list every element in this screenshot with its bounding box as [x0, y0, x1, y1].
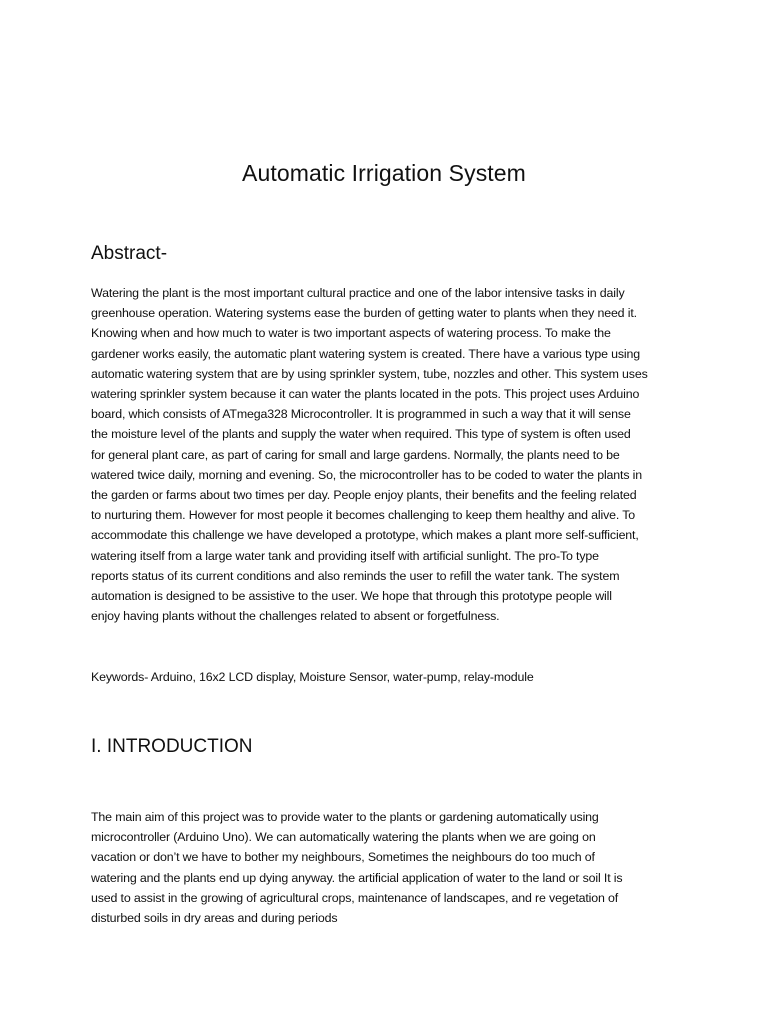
abstract-line: Knowing when and how much to water is two important aspects of watering process. To make the — [91, 326, 611, 341]
abstract-line: Watering the plant is the most important cultural practice and one of the labor intensive tasks in daily — [91, 286, 625, 300]
abstract-line: automatic watering system that are by using sprinkler system, tube, nozzles and other. This system uses — [91, 366, 648, 381]
abstract-line: the moisture level of the plants and supply the water when required. This type of system is often used — [91, 427, 631, 442]
introduction-line: disturbed soils in dry areas and during periods — [91, 911, 338, 926]
abstract-line: watered twice daily, morning and evening. So, the microcontroller has to be coded to water the plants in — [91, 467, 643, 482]
abstract-line: for general plant care, as part of caring for small and large gardens. Normally, the plants need to be — [91, 447, 620, 462]
introduction-line: The main aim of this project was to provide water to the plants or gardening automatically using — [91, 810, 599, 824]
abstract-line: greenhouse operation. Watering systems ease the burden of getting water to plants when they need it. — [91, 306, 637, 321]
introduction-line: used to assist in the growing of agricultural crops, maintenance of landscapes, and re vegetation of — [91, 890, 619, 905]
abstract-heading: Abstract- — [91, 243, 168, 264]
introduction-heading: I. INTRODUCTION — [91, 736, 253, 757]
abstract-line: board, which consists of ATmega328 Microcontroller. It is programmed in such a way that it will sense — [91, 407, 631, 422]
abstract-line: gardener works easily, the automatic plant watering system is created. There have a various type using — [91, 346, 640, 361]
abstract-paragraph — [91, 283, 687, 626]
introduction-line: vacation or don’t we have to bother my neighbours, Sometimes the neighbours do too much of — [91, 850, 595, 865]
introduction-line: microcontroller (Arduino Uno). We can automatically watering the plants when we are going on — [91, 830, 596, 845]
introduction-line: watering and the plants end up dying anyway. the artificial application of water to the land or soil It is — [91, 870, 623, 885]
abstract-line: enjoy having plants without the challenges related to absent or forgetfulness. — [91, 609, 500, 624]
abstract-line: reports status of its current conditions and also reminds the user to refill the water tank. The system — [91, 568, 620, 583]
abstract-line: the garden or farms about two times per day. People enjoy plants, their benefits and the feeling related — [91, 488, 637, 503]
document-title: Automatic Irrigation System — [242, 160, 526, 186]
abstract-line: automation is designed to be assistive to the user. We hope that through this prototype people will — [91, 589, 612, 604]
abstract-line: watering sprinkler system because it can water the plants located in the pots. This project uses Arduino — [91, 387, 640, 402]
abstract-line: watering itself from a large water tank and providing itself with artificial sunlight. The pro-To type — [91, 548, 599, 563]
introduction-paragraph — [91, 807, 687, 928]
abstract-line: to nurturing them. However for most people it becomes challenging to keep them healthy and alive. To — [91, 508, 636, 523]
keywords-line: Keywords- Arduino, 16x2 LCD display, Moisture Sensor, water-pump, relay-module — [91, 670, 534, 684]
abstract-line: accommodate this challenge we have developed a prototype, which makes a plant more self-sufficient, — [91, 528, 639, 543]
